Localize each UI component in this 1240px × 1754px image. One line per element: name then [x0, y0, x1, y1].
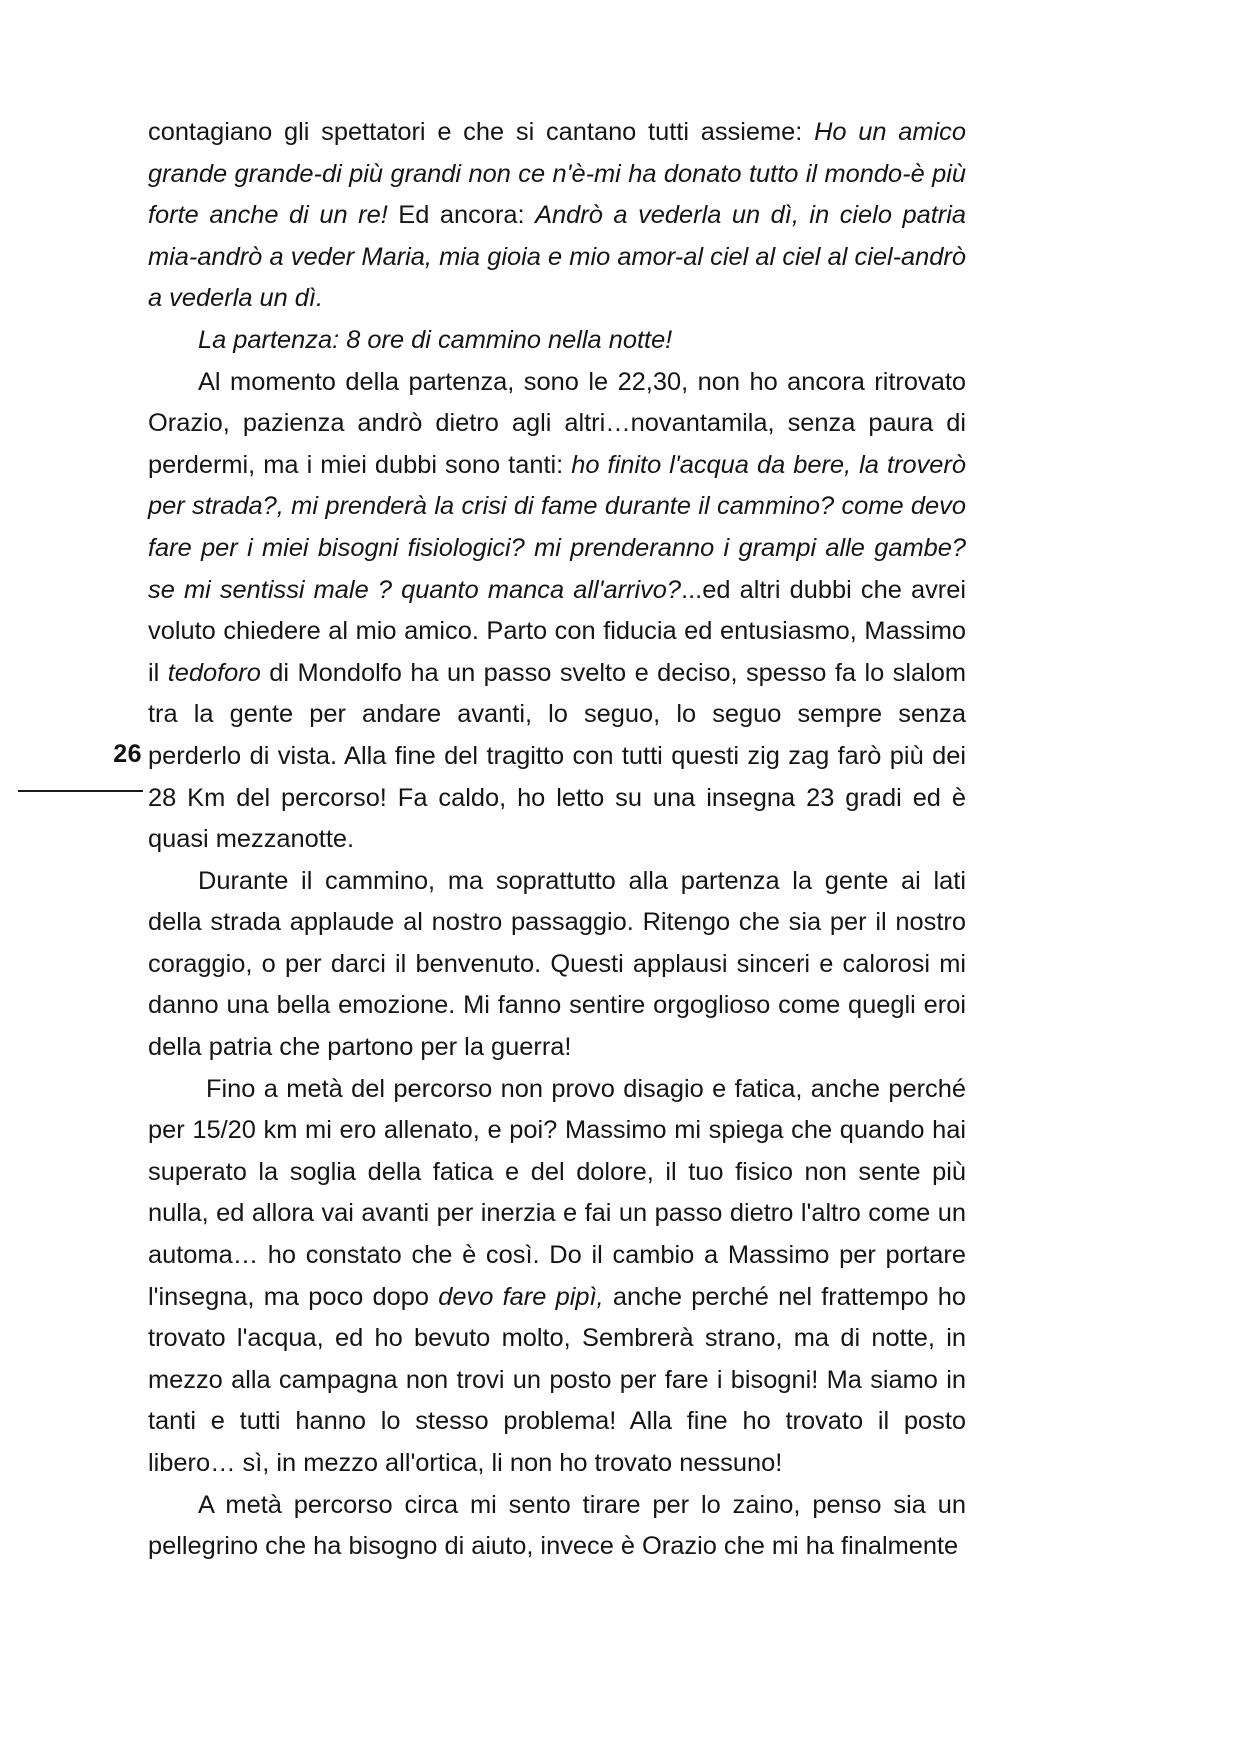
run-roman: Al momento della partenza, sono le 22,30, non ho ancora ritrovato Orazio, pazienza andrò dietro agli altri…novantamila, senza paura di perdermi, ma i miei dubbi sono tanti: [148, 367, 966, 479]
run-roman: A metà percorso circa mi sento tirare per lo zaino, penso sia un pellegrino che ha bisogno di aiuto, invece è Orazio che mi ha finalmente [148, 1490, 966, 1561]
paragraph-3 [148, 861, 966, 1069]
run-roman: anche perché nel frattempo ho trovato l'acqua, ed ho bevuto molto, Sembrerà strano, ma di notte, in mezzo alla campagna non trovi un posto per fare i bisogni! Ma siamo in tanti e tutti hanno lo stesso problema! Alla fine ho trovato il posto libero… sì, in mezzo all'ortica, li non ho trovato nessuno! [148, 1282, 966, 1477]
body-text-column [148, 112, 966, 1568]
run-roman: Ed ancora: [387, 201, 536, 230]
page-folio [0, 742, 150, 767]
paragraph-2 [148, 362, 966, 861]
section-subheading [148, 320, 966, 362]
run-roman: Fino a metà del percorso non provo disagio e fatica, anche perché per 15/20 km mi ero allenato, e poi? Massimo mi spiega che quando hai superato la soglia della fatica e del dolore, il tuo fisico non sente più nulla, ed allora vai avanti per inerzia e fai un passo dietro l'altro come un automa… ho constato che è così. Do il cambio a Massimo per portare l'insegna, ma poco dopo [148, 1074, 966, 1311]
run-italic: Andrò a vederla un dì, in cielo patria mia-andrò a veder Maria, mia gioia e mio amor-al ciel al ciel al ciel-andrò a vederla un dì. [148, 201, 966, 313]
paragraph-5 [148, 1485, 966, 1568]
run-roman: di Mondolfo ha un passo svelto e deciso, spesso fa lo slalom tra la gente per andare avanti, lo seguo, lo seguo sempre senza perderlo di vista. Alla fine del tragitto con tutti questi zig zag farò più dei 28 Km del percorso! Fa caldo, ho letto su una insegna 23 gradi ed è quasi mezzanotte. [148, 658, 966, 854]
paragraph-1 [148, 112, 966, 320]
page-number: 26 [113, 740, 142, 768]
run-roman: contagiano gli spettatori e che si cantano tutti assieme: [148, 118, 815, 146]
folio-rule [18, 790, 143, 792]
paragraph-4 [148, 1069, 966, 1485]
run-italic: tedoforo [167, 658, 261, 687]
run-italic: Ho un amico grande grande-di più grandi non ce n'è-mi ha donato tutto il mondo-è più forte anche di un re! [148, 118, 966, 230]
run-italic: devo fare pipì, [438, 1282, 604, 1311]
run-roman: ...ed altri dubbi che avrei voluto chiedere al mio amico. Parto con fiducia ed entusiasmo, Massimo il [148, 575, 966, 687]
run-roman: Durante il cammino, ma soprattutto alla partenza la gente ai lati della strada applaude al nostro passaggio. Ritengo che sia per il nostro coraggio, o per darci il benvenuto. Questi applausi sinceri e calorosi mi danno una bella emozione. Mi fanno sentire orgoglioso come quegli eroi della patria che partono per la guerra! [148, 866, 966, 1062]
subheading-text: La partenza: 8 ore di cammino nella notte! [198, 325, 673, 354]
run-italic: ho finito l'acqua da bere, la troverò per strada?, mi prenderà la crisi di fame durante il cammino? come devo fare per i miei bisogni fisiologici? mi prenderanno i grampi alle gambe? se mi sentissi male ? quanto manca all'arrivo? [148, 450, 966, 604]
